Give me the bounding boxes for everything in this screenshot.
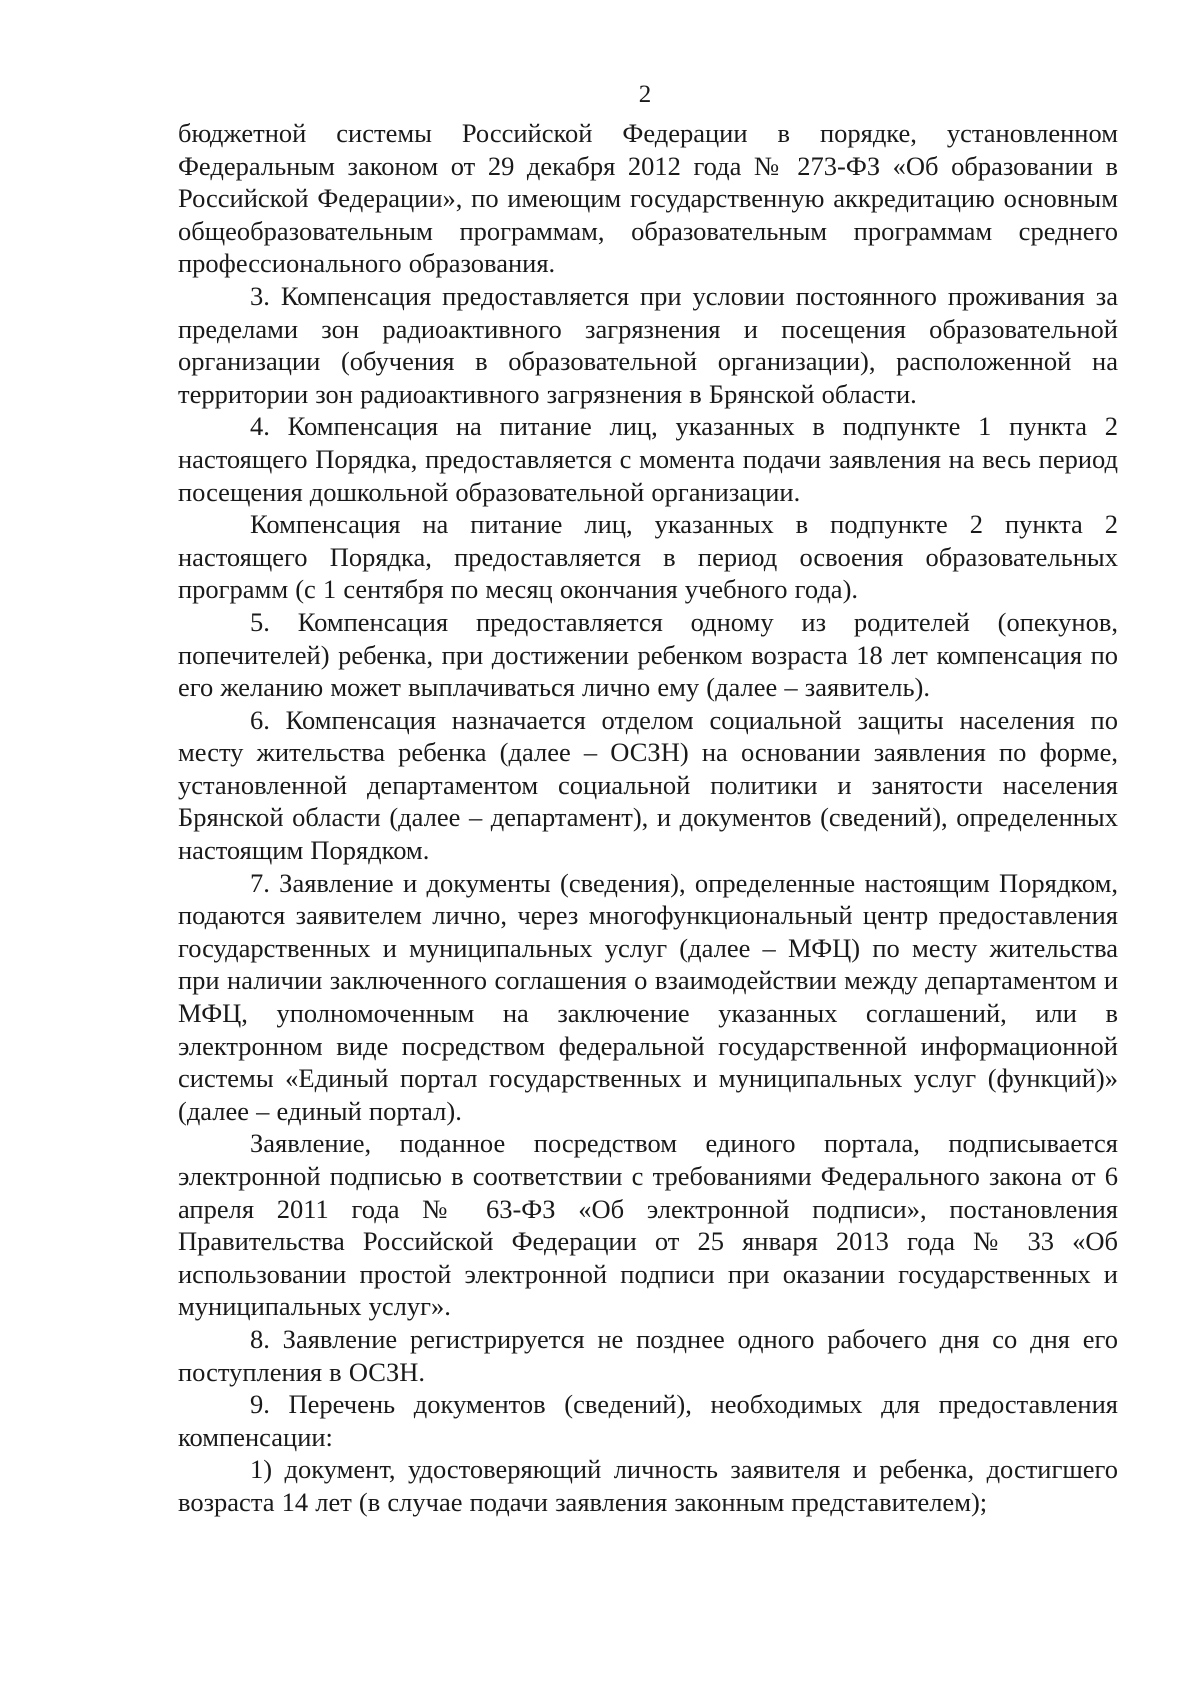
paragraph-item-7: 7. Заявление и документы (сведения), определенные настоящим Порядком, подаются заявителем лично, через многофункциональный центр предоставления государственных и муниципальных услуг (далее – МФЦ) по месту жительства при наличии заключенного соглашения о взаимодействии между департаментом и МФЦ, уполномоченным на заключение указанных соглашений, или в электронном виде посредством федеральной государственной информационной системы «Единый портал государственных и муниципальных услуг (функций)» (далее – единый портал).	[178, 867, 1118, 1126]
paragraph-item-6: 6. Компенсация назначается отделом социальной защиты населения по месту жительства ребенка (далее – ОСЗН) на основании заявления по форме, установленной департаментом социальной политики и занятости населения Брянской области (далее – департамент), и документов (сведений), определенных настоящим Порядком.	[178, 704, 1118, 866]
page-number: 2	[638, 81, 652, 108]
paragraph-item-7-continued: Заявление, поданное посредством единого портала, подписывается электронной подписью в соответствии с требованиями Федерального закона от 6 апреля 2011 года № 63-ФЗ «Об электронной подписи», постановления Правительства Российской Федерации от 25 января 2013 года № 33 «Об использовании простой электронной подписи при оказании государственных и муниципальных услуг».	[178, 1128, 1118, 1322]
paragraph-item-4-continued: Компенсация на питание лиц, указанных в подпункте 2 пункта 2 настоящего Порядка, предоставляется в период освоения образовательных программ (с 1 сентября по месяц окончания учебного года).	[178, 509, 1118, 605]
paragraph-item-9: 9. Перечень документов (сведений), необходимых для предоставления компенсации:	[178, 1389, 1118, 1452]
paragraph-item-8: 8. Заявление регистрируется не позднее одного рабочего дня со дня его поступления в ОСЗН.	[178, 1323, 1118, 1387]
paragraph-continuation: бюджетной системы Российской Федерации в порядке, установленном Федеральным законом от 29 декабря 2012 года № 273-ФЗ «Об образовании в Российской Федерации», по имеющим государственную аккредитацию основным общеобразовательным программам, образовательным программам среднего профессионального образования.	[178, 118, 1118, 279]
paragraph-item-9-subitem-1: 1) документ, удостоверяющий личность заявителя и ребенка, достигшего возраста 14 лет (в случае подачи заявления законным представителем);	[178, 1454, 1118, 1517]
paragraph-item-5: 5. Компенсация предоставляется одному из родителей (опекунов, попечителей) ребенка, при достижении ребенком возраста 18 лет компенсация по его желанию может выплачиваться лично ему (далее – заявитель).	[178, 606, 1118, 703]
paragraph-item-3: 3. Компенсация предоставляется при условии постоянного проживания за пределами зон радиоактивного загрязнения и посещения образовательной организации (обучения в образовательной организации), расположенной на территории зон радиоактивного загрязнения в Брянской области.	[178, 280, 1118, 409]
paragraph-item-4: 4. Компенсация на питание лиц, указанных в подпункте 1 пункта 2 настоящего Порядка, предоставляется с момента подачи заявления на весь период посещения дошкольной образовательной организации.	[178, 411, 1118, 507]
document-body	[178, 117, 1118, 1519]
